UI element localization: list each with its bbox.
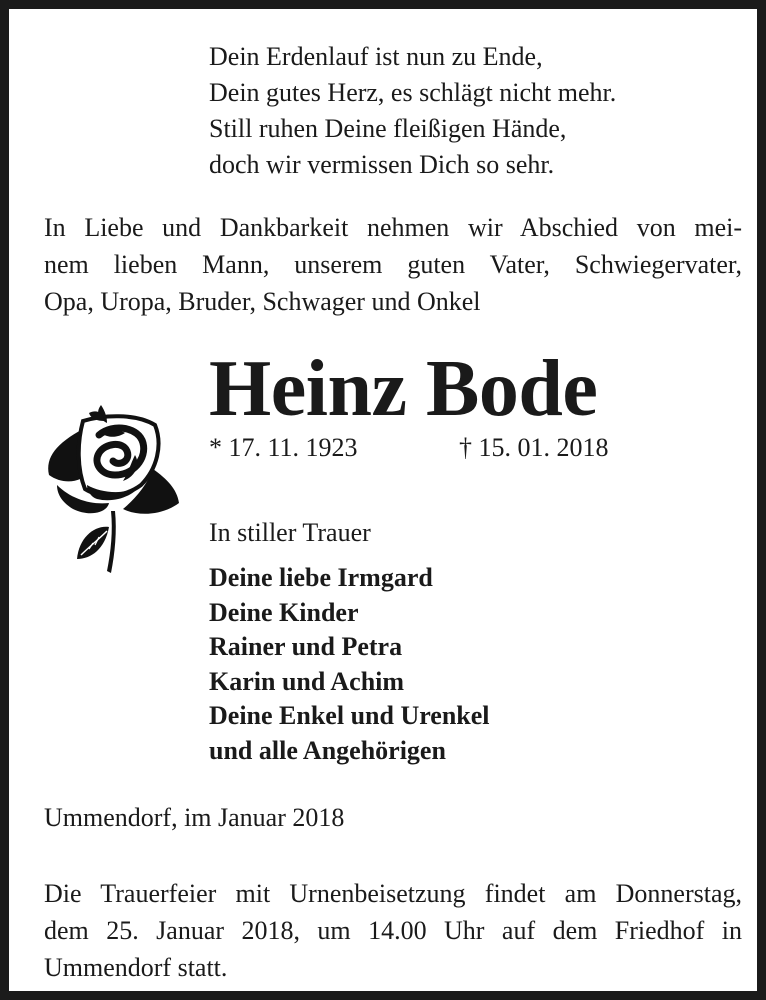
funeral-notice	[44, 875, 742, 986]
intro-line: nem lieben Mann, unserem guten Vater, Schwiegervater,	[44, 250, 742, 279]
poem	[209, 39, 616, 183]
funeral-line: dem 25. Januar 2018, um 14.00 Uhr auf dem Friedhof in	[44, 916, 742, 945]
poem-line: Dein gutes Herz, es schlägt nicht mehr.	[209, 78, 617, 107]
deceased-name: Heinz Bode	[209, 345, 598, 433]
funeral-line: Die Trauerfeier mit Urnenbeisetzung findet am Donnerstag,	[44, 879, 742, 908]
intro-line: In Liebe und Dankbarkeit nehmen wir Abschied von mei-	[44, 213, 742, 242]
rose-icon	[43, 399, 185, 585]
death-date: † 15. 01. 2018	[459, 433, 609, 462]
mourner-line: Rainer und Petra	[209, 632, 403, 661]
poem-line: doch wir vermissen Dich so sehr.	[209, 150, 555, 179]
mourner-line: Karin und Achim	[209, 666, 405, 696]
mourner-line: Deine liebe Irmgard	[209, 563, 433, 592]
poem-line: Dein Erdenlauf ist nun zu Ende,	[209, 42, 543, 71]
birth-date: * 17. 11. 1923	[209, 433, 358, 462]
funeral-line: Ummendorf statt.	[44, 953, 228, 982]
place-date: Ummendorf, im Januar 2018	[44, 803, 345, 832]
intro-text	[44, 209, 742, 320]
mourner-line: und alle Angehörigen	[209, 735, 446, 765]
mourner-line: Deine Kinder	[209, 597, 359, 627]
poem-line: Still ruhen Deine fleißigen Hände,	[209, 114, 567, 143]
mourner-line: Deine Enkel und Urenkel	[209, 701, 490, 730]
intro-line: Opa, Uropa, Bruder, Schwager und Onkel	[44, 287, 481, 316]
mourning-label: In stiller Trauer	[209, 518, 371, 547]
mourners-list	[209, 561, 490, 768]
